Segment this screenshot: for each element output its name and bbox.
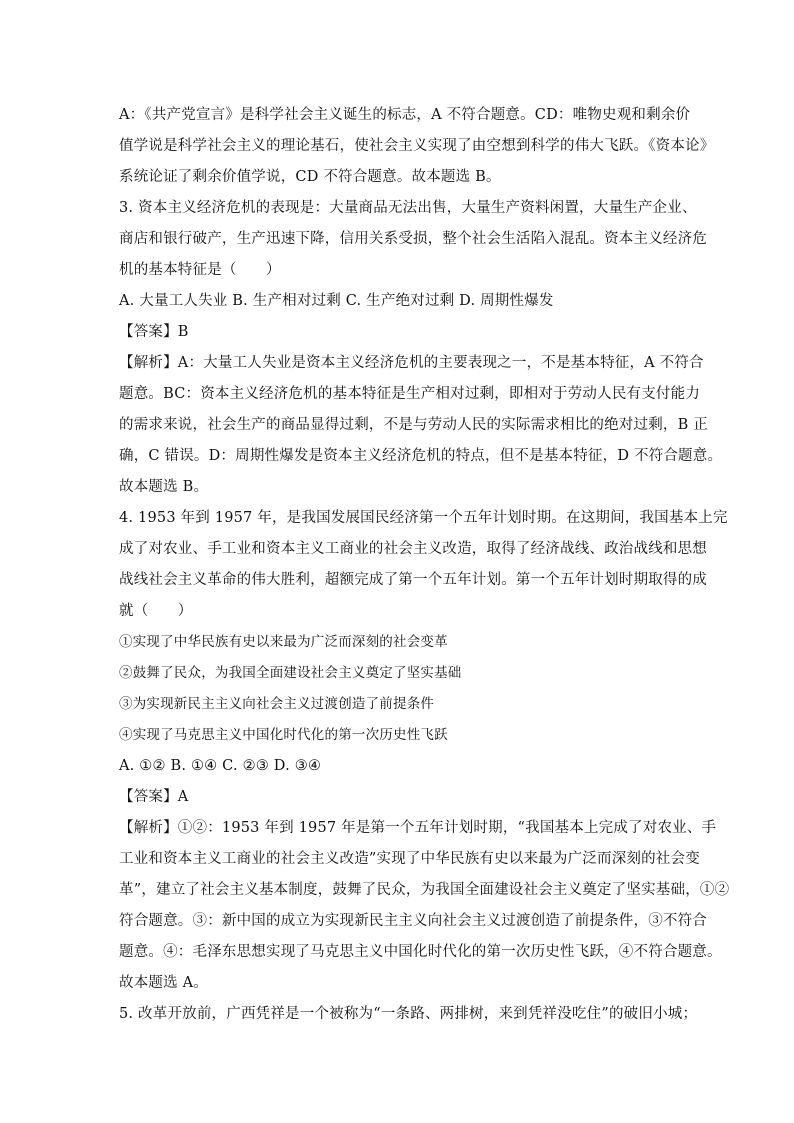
text-line: 系统论证了剩余价值学说，CD 不符合题意。故本题选 B。 bbox=[119, 169, 501, 185]
question-3-stem: 3. 资本主义经济危机的表现是：大量商品无法出售，大量生产资料闲置，大量生产企业、 bbox=[119, 200, 697, 216]
question-4-item: ④实现了马克思主义中国化时代化的第一次历史性飞跃 bbox=[119, 727, 448, 743]
question-3-analysis: 故本题选 B。 bbox=[119, 479, 209, 495]
question-4-stem: 成了对农业、手工业和资本主义工商业的社会主义改造，取得了经济战线、政治战线和思想 bbox=[119, 541, 707, 557]
question-4-analysis: 工业和资本主义工商业的社会主义改造”实现了中华民族有史以来最为广泛而深刻的社会变 bbox=[119, 851, 700, 867]
text-line: A：《共产党宣言》是科学社会主义诞生的标志，A 不符合题意。CD：唯物史观和剩余价 bbox=[119, 107, 691, 123]
question-4-analysis: 【解析】①②：1953 年到 1957 年是第一个五年计划时期，“我国基本上完成了对农业、手 bbox=[119, 820, 717, 836]
question-3-analysis: 确，C 错误。D：周期性爆发是资本主义经济危机的特点，但不是基本特征，D 不符合题意。 bbox=[119, 448, 723, 464]
text-line: 值学说是科学社会主义的理论基石，使社会主义实现了由空想到科学的伟大飞跃。《资本论》 bbox=[119, 138, 715, 154]
question-4-stem: 战线社会主义革命的伟大胜利，超额完成了第一个五年计划。第一个五年计划时期取得的成 bbox=[119, 572, 707, 588]
question-4-item: ③为实现新民主主义向社会主义过渡创造了前提条件 bbox=[119, 696, 435, 712]
question-4-answer: 【答案】A bbox=[119, 789, 189, 805]
question-4-analysis: 革”，建立了社会主义基本制度，鼓舞了民众，为我国全面建设社会主义奠定了坚实基础，①② bbox=[119, 882, 730, 898]
question-3-analysis: 的需求来说，社会生产的商品显得过剩，不是与劳动人民的实际需求相比的绝对过剩，B 正 bbox=[119, 417, 708, 433]
document-page bbox=[119, 100, 730, 1030]
question-5-stem: 5. 改革开放前，广西凭祥是一个被称为“一条路、两排树，来到凭祥没吃住”的破旧小城； bbox=[119, 1006, 698, 1022]
question-3-options: A. 大量工人失业 B. 生产相对过剩 C. 生产绝对过剩 D. 周期性爆发 bbox=[119, 293, 554, 309]
question-3-analysis: 题意。BC：资本主义经济危机的基本特征是生产相对过剩，即相对于劳动人民有支付能力 bbox=[119, 386, 701, 402]
question-4-options: A. ①② B. ①④ C. ②③ D. ③④ bbox=[119, 758, 322, 774]
question-3-stem: 机的基本特征是（ ） bbox=[119, 262, 281, 278]
question-3-answer: 【答案】B bbox=[119, 324, 189, 340]
question-4-stem: 就（ ） bbox=[119, 603, 193, 619]
question-4-item: ①实现了中华民族有史以来最为广泛而深刻的社会变革 bbox=[119, 634, 448, 650]
question-4-analysis: 符合题意。③：新中国的成立为实现新民主主义向社会主义过渡创造了前提条件，③不符合 bbox=[119, 913, 707, 929]
question-4-item: ②鼓舞了民众，为我国全面建设社会主义奠定了坚实基础 bbox=[119, 665, 462, 681]
question-4-analysis: 故本题选 A。 bbox=[119, 975, 208, 991]
question-3-analysis: 【解析】A：大量工人失业是资本主义经济危机的主要表现之一，不是基本特征，A 不符合 bbox=[119, 355, 704, 371]
question-4-stem: 4. 1953 年到 1957 年，是我国发展国民经济第一个五年计划时期。在这期间，我国基本上完 bbox=[119, 510, 728, 526]
question-4-analysis: 题意。④：毛泽东思想实现了马克思主义中国化时代化的第一次历史性飞跃，④不符合题意。 bbox=[119, 944, 722, 960]
question-3-stem: 商店和银行破产，生产迅速下降，信用关系受损，整个社会生活陷入混乱。资本主义经济危 bbox=[119, 231, 707, 247]
